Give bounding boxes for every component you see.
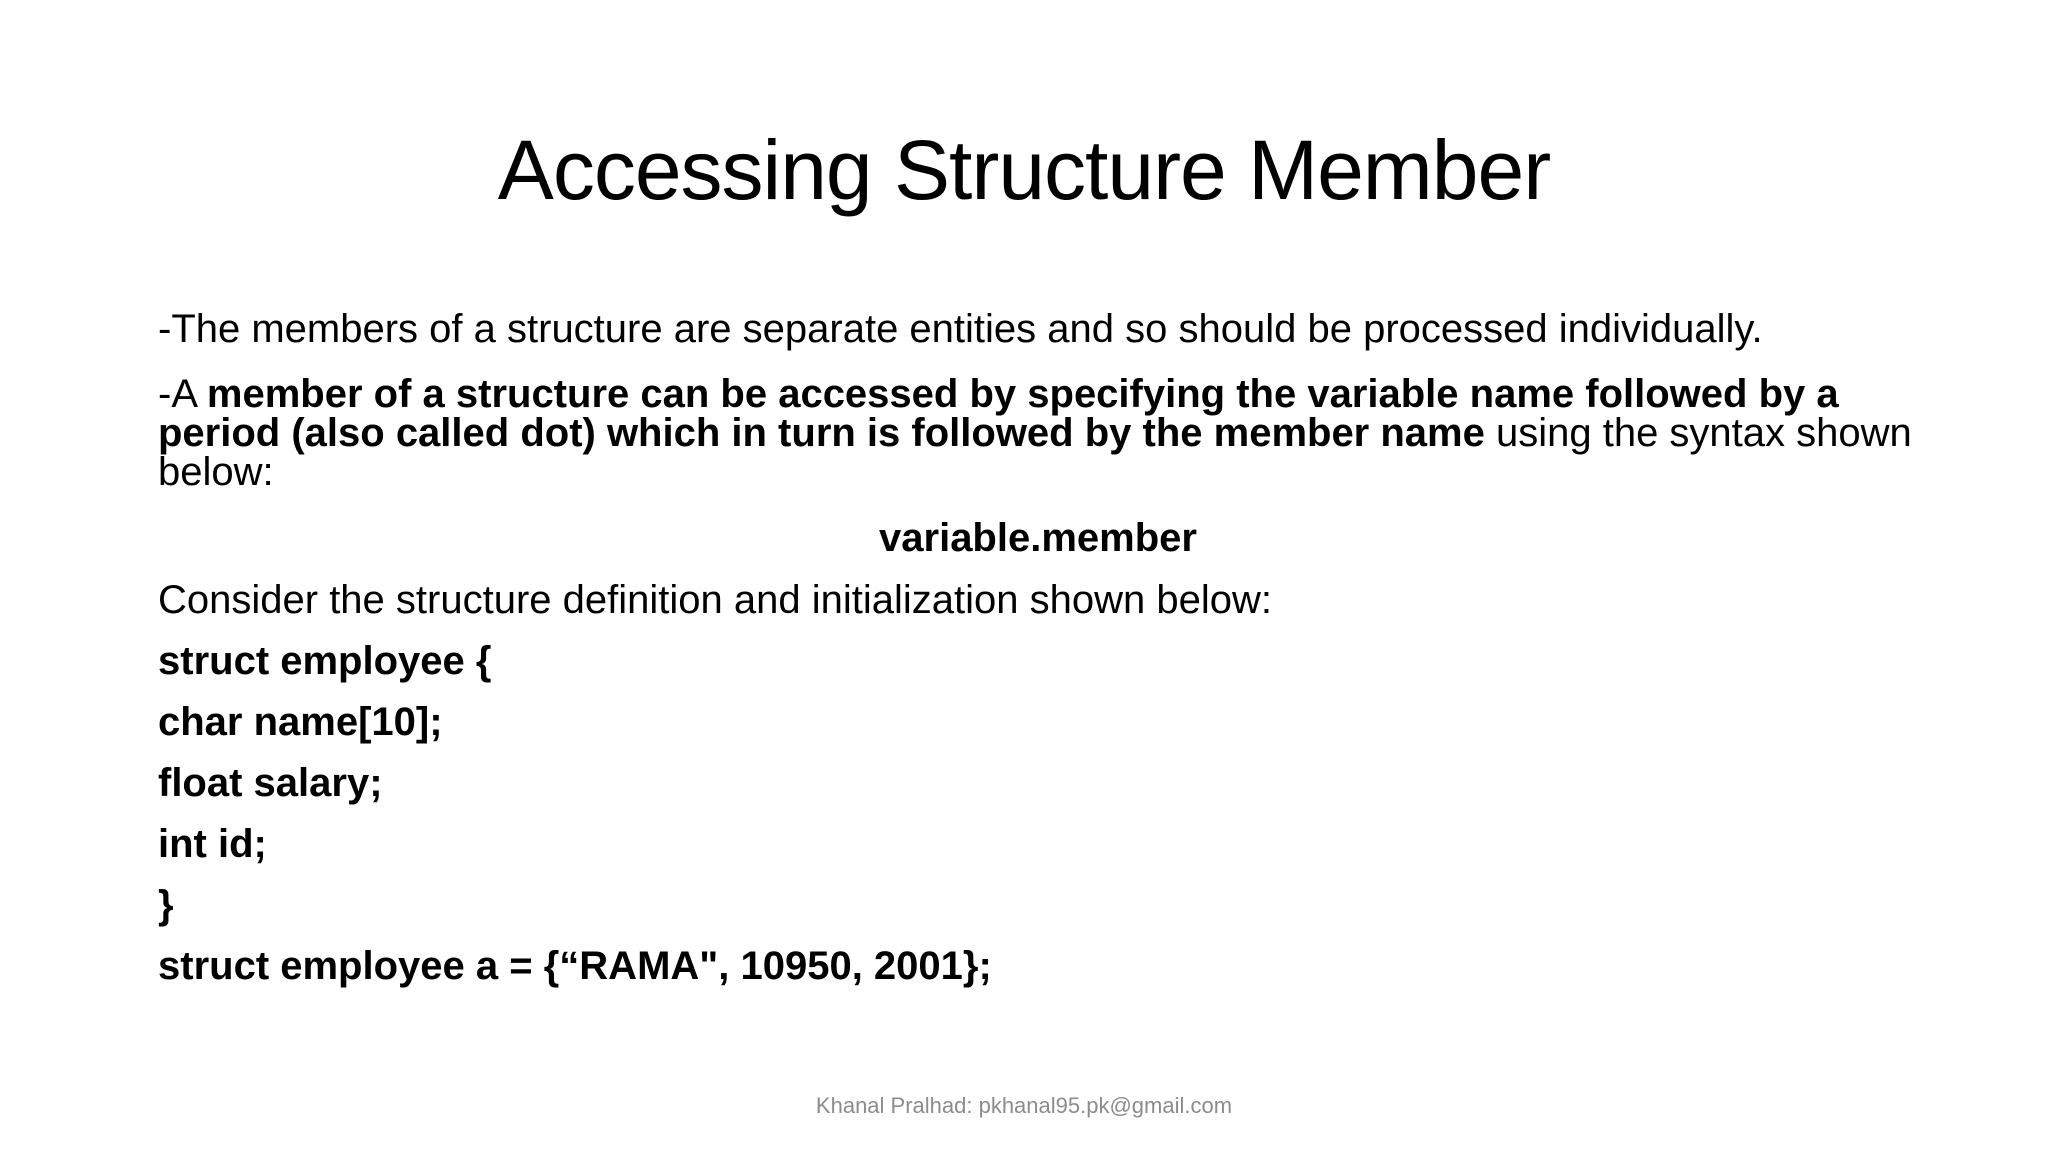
paragraph-prefix: -A xyxy=(158,372,207,416)
paragraph-member-access xyxy=(158,372,1918,494)
consider-line: Consider the structure definition and initialization shown below: xyxy=(158,578,1272,622)
slide-footer: Khanal Pralhad: pkhanal95.pk@gmail.com xyxy=(815,1093,1233,1118)
code-line-id: int id; xyxy=(158,822,267,866)
paragraph-separate-entities: -The members of a structure are separate entities and so should be processed individually. xyxy=(158,307,1763,351)
code-line-name: char name[10]; xyxy=(158,700,443,744)
code-line-initialization: struct employee a = {“RAMA", 10950, 2001}; xyxy=(158,944,992,988)
paragraph-bold-text: member of a structure can be accessed by specifying the variable name followed by a period (also called dot) which in turn is followed by the member name xyxy=(158,372,1839,455)
code-line-struct-open: struct employee { xyxy=(158,639,492,683)
code-line-close-brace: } xyxy=(158,883,174,927)
paragraph-suffix: using the syntax shown below: xyxy=(158,411,1912,494)
slide-title: Accessing Structure Member xyxy=(497,123,1551,217)
syntax-line: variable.member xyxy=(879,516,1197,560)
code-line-salary: float salary; xyxy=(158,761,383,805)
slide-body xyxy=(158,305,1918,1003)
